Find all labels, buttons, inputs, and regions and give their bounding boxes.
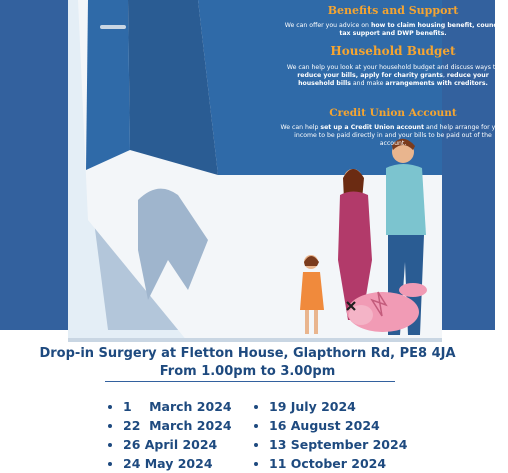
- date-item: 1 March 2024: [107, 397, 232, 416]
- venue-hours: From 1.00pm to 3.00pm: [159, 364, 336, 379]
- credit-union-body: We can help set up a Credit Union account and help arrange for your income to be paid directly in and your bills to be paid out of the account.: [280, 124, 506, 147]
- date-item: 11 October 2024: [253, 454, 407, 473]
- divider: [105, 381, 395, 382]
- benefits-body: We can offer you advice on how to claim housing benefit, council tax support and DWP benefits.: [284, 22, 502, 37]
- floor: [68, 338, 442, 342]
- benefits-title: Benefits and Support: [327, 4, 459, 17]
- child-leg: [314, 310, 318, 334]
- venue-info: [0, 345, 495, 381]
- budget-title: Household Budget: [330, 44, 456, 58]
- credit-union-title: Credit Union Account: [329, 107, 457, 119]
- father-shirt: [386, 164, 426, 235]
- piggy-fragment: [399, 283, 427, 297]
- child-dress: [300, 272, 324, 310]
- date-item: 24 May 2024: [107, 454, 232, 473]
- poster-illustration: [68, 0, 506, 342]
- dates-list-left: [107, 397, 232, 473]
- dates-list-right: [253, 397, 407, 473]
- date-item: 22 March 2024: [107, 416, 232, 435]
- door-handle-icon: [100, 25, 126, 29]
- venue-address: Drop-in Surgery at Fletton House, Glapthorn Rd, PE8 4JA: [39, 346, 456, 361]
- date-item: 16 August 2024: [253, 416, 407, 435]
- date-item: 26 April 2024: [107, 435, 232, 454]
- date-item: 19 July 2024: [253, 397, 407, 416]
- child-leg: [305, 310, 309, 334]
- date-item: 13 September 2024: [253, 435, 407, 454]
- budget-body: We can help you look at your household budget and discuss ways to reduce your bills, apply for charity grants, reduce your household bills and make arrangements with creditors.: [286, 64, 500, 87]
